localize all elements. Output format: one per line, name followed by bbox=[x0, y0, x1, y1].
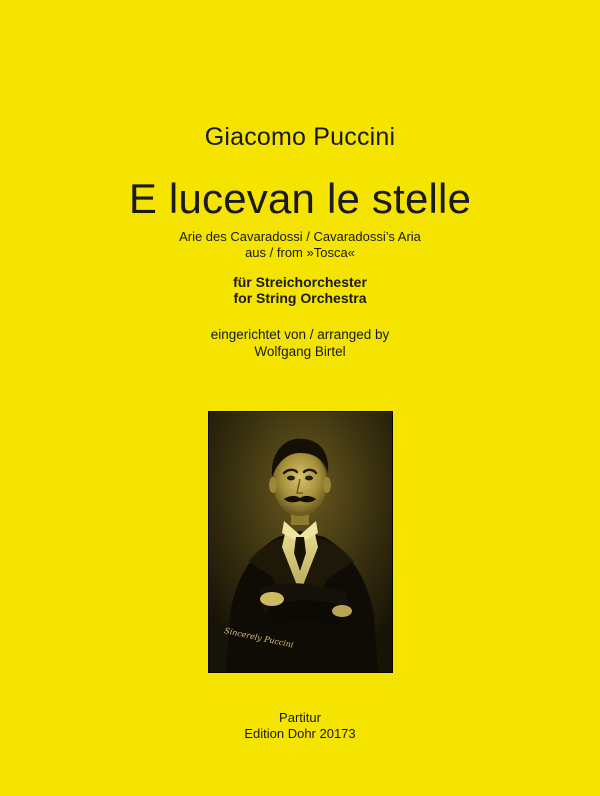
aria-subtitle: Arie des Cavaradossi / Cavaradossi’s Aria bbox=[179, 229, 421, 244]
opera-source: aus / from »Tosca« bbox=[245, 245, 355, 260]
portrait-illustration bbox=[208, 411, 393, 673]
instrumentation-german: für Streichorchester bbox=[233, 274, 367, 290]
edition-type: Partitur bbox=[279, 710, 321, 725]
edition-number: Edition Dohr 20173 bbox=[244, 726, 356, 741]
arranger-name: Wolfgang Birtel bbox=[254, 344, 346, 359]
composer-name: Giacomo Puccini bbox=[204, 123, 396, 151]
work-title: E lucevan le stelle bbox=[128, 175, 472, 222]
arranged-by-label: eingerichtet von / arranged by bbox=[210, 327, 390, 342]
instrumentation-english: for String Orchestra bbox=[233, 290, 367, 306]
composer-portrait-photo bbox=[208, 411, 393, 673]
svg-text:Sincerely Puccini: Sincerely Puccini bbox=[223, 626, 295, 650]
